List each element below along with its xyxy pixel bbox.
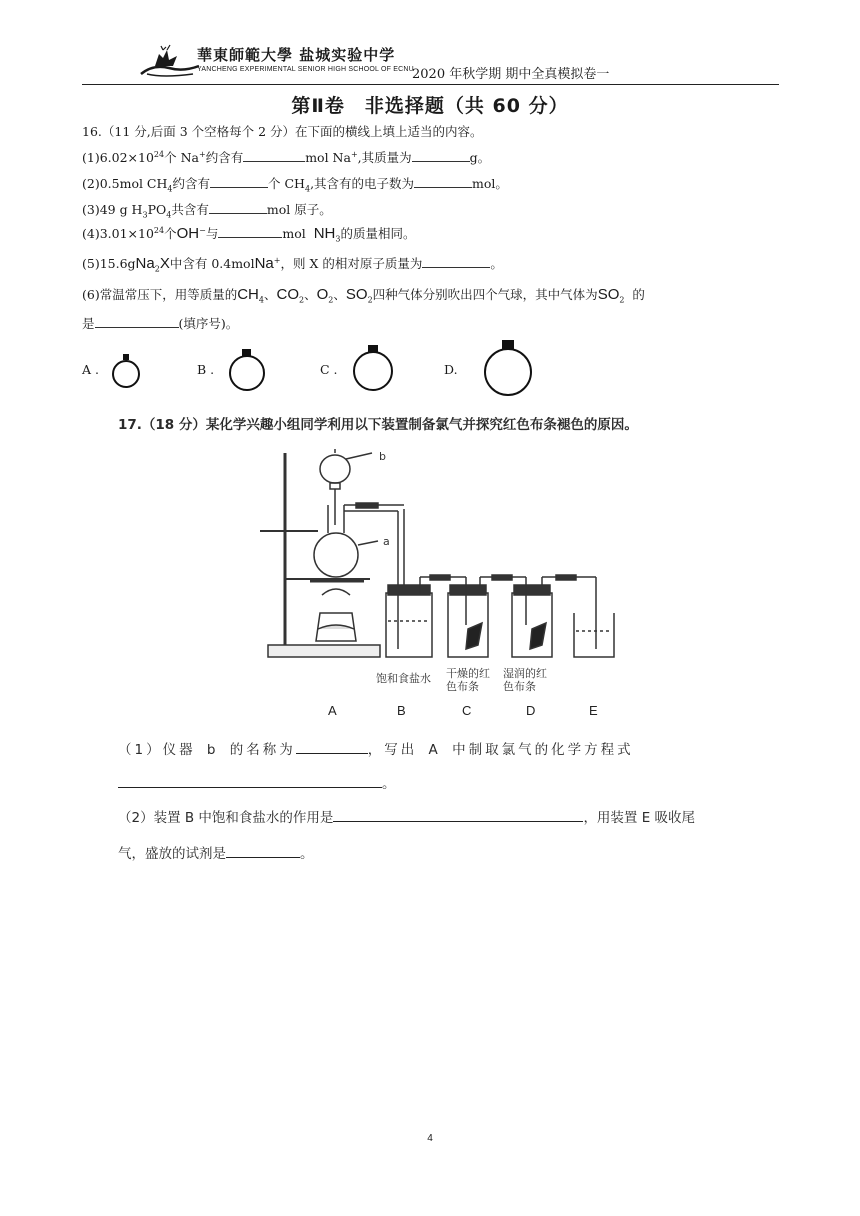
label-d-desc: 湿润的红 色布条	[503, 667, 547, 693]
answer-blank[interactable]	[422, 255, 490, 268]
q16-part3: (3)49 g $H_3PO_4$共含有 mol 原子。	[82, 202, 332, 220]
page-number: 4	[427, 1133, 433, 1144]
option-d-label: D.	[444, 362, 458, 377]
option-c-label: C .	[320, 362, 338, 377]
q17-sub2-line1: （2）装置 B 中饱和食盐水的作用是 ，用装置 E 吸收尾	[118, 806, 695, 826]
chlorine-apparatus-diagram	[260, 445, 620, 665]
balloon-large-icon	[350, 343, 396, 393]
option-a-label: A .	[82, 362, 99, 377]
apparatus-letter-d: D	[526, 703, 536, 718]
balloon-small-icon	[110, 352, 142, 390]
school-name-en: YANCHENG EXPERIMENTAL SENIOR HIGH SCHOOL OF ECNU	[197, 66, 414, 73]
apparatus-letter-a: A	[328, 703, 337, 718]
balloon-medium-icon	[226, 347, 268, 393]
apparatus-letter-c: C	[462, 703, 472, 718]
answer-blank[interactable]	[414, 175, 472, 188]
answer-blank[interactable]	[296, 739, 368, 754]
label-b-desc: 饱和食盐水	[376, 672, 431, 685]
answer-blank[interactable]	[118, 773, 382, 788]
answer-blank[interactable]	[209, 201, 267, 214]
exam-title: 2020 年秋学期 期中全真模拟卷一	[412, 67, 610, 82]
school-name-cn: 華東師範大學 盐城实验中学	[197, 46, 396, 64]
apparatus-letter-b: B	[397, 703, 406, 718]
q16-part6-line2: 是 (填序号)。	[82, 316, 239, 331]
q16-part6-line1: (6)常温常压下，用等质量的$CH_4$、$CO_2$、$O_2$、$SO_2$四种气体分别吹出四个气球，其中气体为$SO_2$ 的	[82, 286, 645, 305]
q16-intro: 16.（11 分,后面 3 个空格每个 2 分）在下面的横线上填上适当的内容。	[82, 124, 483, 139]
label-a: a	[383, 535, 390, 548]
label-c-desc: 干燥的红 色布条	[446, 667, 490, 693]
q17-title: 17.（18 分）某化学兴趣小组同学利用以下装置制备氯气并探究红色布条褪色的原因。	[118, 417, 638, 433]
answer-blank[interactable]	[243, 149, 305, 162]
q17-sub2-line2: 气，盛放的试剂是 。	[118, 842, 314, 862]
balloon-xlarge-icon	[480, 338, 536, 398]
header-divider	[82, 84, 779, 85]
answer-blank[interactable]	[218, 225, 282, 238]
q16-part5: (5)15.6gNa$_2$X中含有 0.4molNa+，则 X 的相对原子质量为 。	[82, 255, 503, 274]
q16-part1: $(1)6.02\times 10^{24}$个 Na+约含有 mol Na+,其质量为 g。	[82, 149, 491, 165]
section-title: 第Ⅱ卷 非选择题（共 60 分）	[291, 95, 569, 117]
q17-sub1-line2: 。	[118, 772, 396, 792]
school-logo-icon	[133, 44, 203, 80]
option-b-label: B .	[197, 362, 215, 377]
q16-part2: (2)0.5mol $CH_4$约含有 个 $CH_4$,其含有的电子数为 mol。	[82, 176, 508, 194]
q16-part4: $(4)3.01\times 10^{24}$个OH−与 mol $NH_3$的质量相同。	[82, 225, 416, 244]
answer-blank[interactable]	[95, 315, 179, 328]
answer-blank[interactable]	[226, 843, 300, 858]
q17-sub1-line1: （1）仪器 b 的名称为 ，写出 A 中制取氯气的化学方程式	[118, 738, 634, 758]
answer-blank[interactable]	[333, 807, 583, 822]
answer-blank[interactable]	[412, 149, 470, 162]
apparatus-letter-e: E	[589, 703, 598, 718]
label-b: b	[379, 450, 386, 463]
answer-blank[interactable]	[210, 175, 268, 188]
